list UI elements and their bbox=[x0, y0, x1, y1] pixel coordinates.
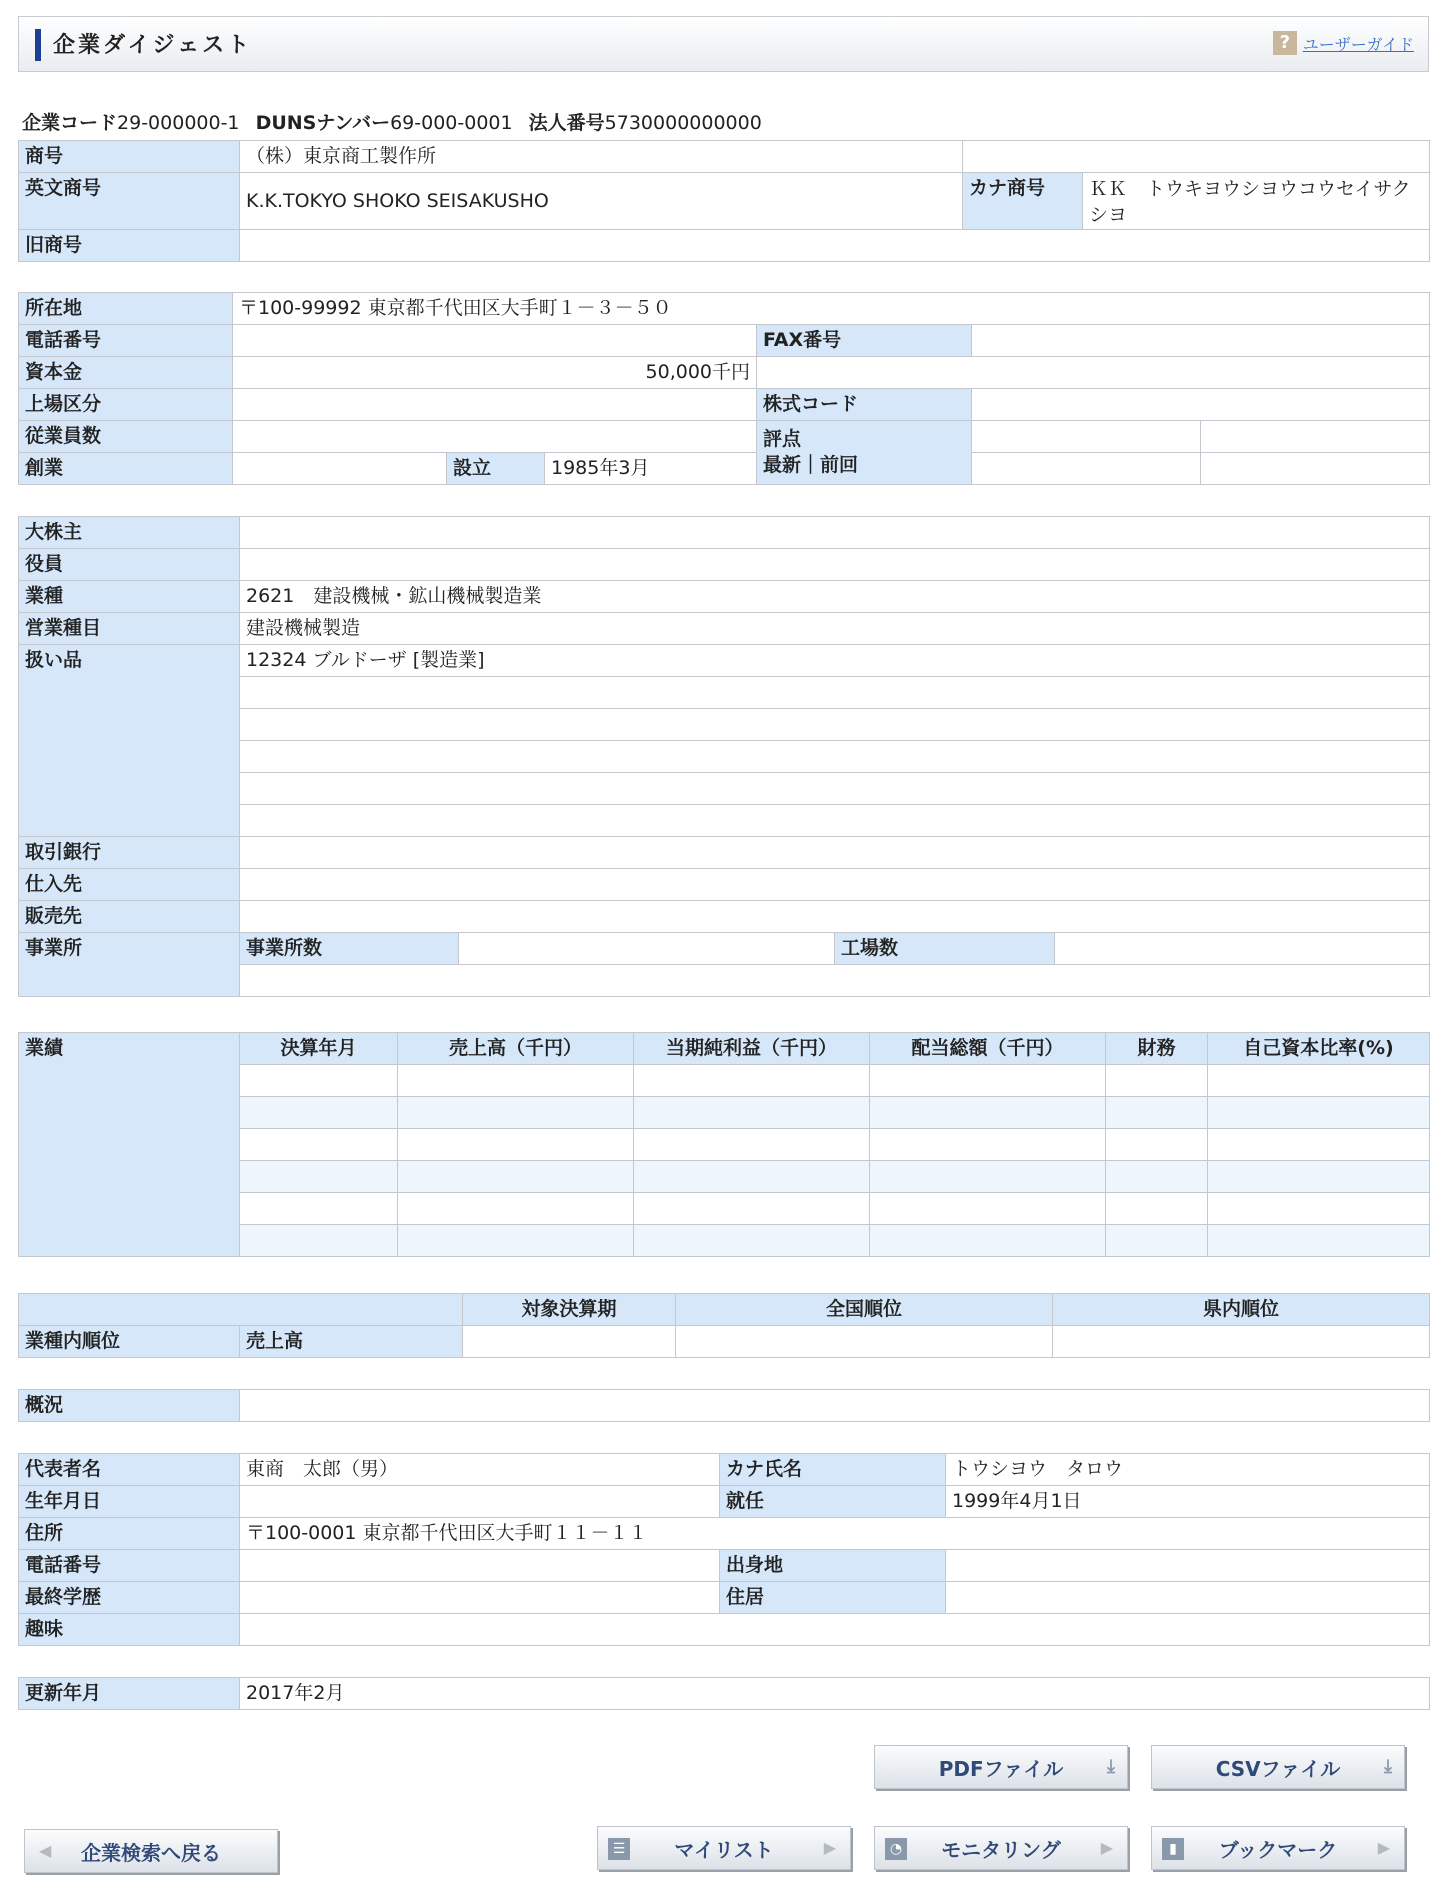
csv-download-label: CSVファイル bbox=[1215, 1756, 1341, 1781]
phone bbox=[233, 325, 757, 357]
company-codes bbox=[22, 108, 762, 135]
capital-label: 資本金 bbox=[19, 357, 233, 389]
col-net-income: 当期純利益（千円） bbox=[634, 1033, 870, 1065]
banks bbox=[240, 837, 1430, 869]
banks-label: 取引銀行 bbox=[19, 837, 240, 869]
col-prefecture-rank: 県内順位 bbox=[1053, 1294, 1430, 1326]
corp-number: 5730000000000 bbox=[604, 112, 762, 134]
established: 1985年3月 bbox=[545, 453, 757, 485]
fax-label: FAX番号 bbox=[757, 325, 972, 357]
shareholders-label: 大株主 bbox=[19, 517, 240, 549]
employees-label: 従業員数 bbox=[19, 421, 233, 453]
birthplace-label: 出身地 bbox=[720, 1550, 946, 1582]
education-label: 最終学歴 bbox=[19, 1582, 240, 1614]
updated: 2017年2月 bbox=[240, 1678, 1430, 1710]
rep-phone-label: 電話番号 bbox=[19, 1550, 240, 1582]
updated-label: 更新年月 bbox=[19, 1678, 240, 1710]
birthplace bbox=[946, 1550, 1430, 1582]
product-item bbox=[240, 805, 1430, 837]
business: 建設機械製造 bbox=[240, 613, 1430, 645]
company-code-label: 企業コード bbox=[22, 112, 118, 134]
back-to-search-label: 企業検索へ戻る bbox=[81, 1840, 221, 1865]
bookmark-icon: ▮ bbox=[1162, 1838, 1184, 1860]
rep-name: 東商 太郎（男） bbox=[240, 1454, 720, 1486]
page-title: 企業ダイジェスト bbox=[53, 33, 253, 58]
trade-name: （株）東京商工製作所 bbox=[240, 141, 963, 173]
shareholders bbox=[240, 517, 1430, 549]
score-previous-top bbox=[1201, 421, 1430, 453]
phone-label: 電話番号 bbox=[19, 325, 233, 357]
score-latest bbox=[972, 453, 1201, 485]
kana-name-label: カナ商号 bbox=[963, 173, 1083, 230]
target-period bbox=[463, 1326, 676, 1358]
offices-extra bbox=[240, 965, 1430, 997]
pdf-download-button[interactable] bbox=[874, 1745, 1128, 1789]
birth-label: 生年月日 bbox=[19, 1486, 240, 1518]
rep-address-label: 住所 bbox=[19, 1518, 240, 1550]
col-equity-ratio: 自己資本比率(%) bbox=[1208, 1033, 1430, 1065]
back-to-search-button[interactable] bbox=[24, 1829, 278, 1873]
offices-label: 事業所 bbox=[19, 933, 240, 997]
basic-info-table bbox=[18, 292, 1430, 485]
chevron-right-icon: ▶ bbox=[1100, 1838, 1113, 1857]
residence bbox=[946, 1582, 1430, 1614]
office-count-label: 事業所数 bbox=[240, 933, 459, 965]
rep-kana: トウシヨウ タロウ bbox=[946, 1454, 1430, 1486]
founded bbox=[233, 453, 447, 485]
stock-code bbox=[972, 389, 1430, 421]
details-table bbox=[18, 516, 1430, 997]
product-item bbox=[240, 741, 1430, 773]
col-national-rank: 全国順位 bbox=[676, 1294, 1053, 1326]
rss-icon: ◔ bbox=[885, 1838, 907, 1860]
score-latest-top bbox=[972, 421, 1201, 453]
monitoring-button[interactable] bbox=[874, 1826, 1128, 1870]
page-header bbox=[18, 16, 1429, 72]
score-previous bbox=[1201, 453, 1430, 485]
capital: 50,000千円 bbox=[233, 357, 757, 389]
sales-rank-label: 売上高 bbox=[240, 1326, 463, 1358]
office-count bbox=[459, 933, 835, 965]
bookmark-label: ブックマーク bbox=[1218, 1837, 1338, 1862]
listing-label: 上場区分 bbox=[19, 389, 233, 421]
representative-table bbox=[18, 1453, 1430, 1646]
col-dividends: 配当総額（千円） bbox=[870, 1033, 1106, 1065]
established-label: 設立 bbox=[447, 453, 545, 485]
mylist-button[interactable] bbox=[597, 1826, 851, 1870]
trade-name-label: 商号 bbox=[19, 141, 240, 173]
product-item bbox=[240, 773, 1430, 805]
old-name bbox=[240, 230, 1430, 262]
customers-label: 販売先 bbox=[19, 901, 240, 933]
mylist-label: マイリスト bbox=[674, 1837, 774, 1862]
names-table bbox=[18, 140, 1430, 262]
rep-phone bbox=[240, 1550, 720, 1582]
user-guide-link[interactable] bbox=[1273, 31, 1414, 55]
officers-label: 役員 bbox=[19, 549, 240, 581]
old-name-label: 旧商号 bbox=[19, 230, 240, 262]
updated-table bbox=[18, 1677, 1430, 1710]
product-item: 12324 ブルドーザ [製造業] bbox=[240, 645, 1430, 677]
rep-name-label: 代表者名 bbox=[19, 1454, 240, 1486]
ranking-table bbox=[18, 1293, 1430, 1358]
prefecture-rank bbox=[1053, 1326, 1430, 1358]
industry-label: 業種 bbox=[19, 581, 240, 613]
chevron-right-icon: ▶ bbox=[823, 1838, 836, 1857]
industry-rank-label: 業種内順位 bbox=[19, 1326, 240, 1358]
duns-number: 69-000-0001 bbox=[390, 112, 513, 134]
factory-count-label: 工場数 bbox=[835, 933, 1055, 965]
trade-name-spare bbox=[963, 141, 1430, 173]
address: 〒100-99992 東京都千代田区大手町１－３－５０ bbox=[233, 293, 1430, 325]
birth bbox=[240, 1486, 720, 1518]
factory-count bbox=[1055, 933, 1430, 965]
score-label: 評点 bbox=[763, 428, 802, 450]
col-fiscal-month: 決算年月 bbox=[240, 1033, 398, 1065]
chevron-left-icon: ◀ bbox=[39, 1841, 52, 1860]
industry: 2621 建設機械・鉱山機械製造業 bbox=[240, 581, 1430, 613]
rep-kana-label: カナ氏名 bbox=[720, 1454, 946, 1486]
education bbox=[240, 1582, 720, 1614]
business-label: 営業種目 bbox=[19, 613, 240, 645]
hobby-label: 趣味 bbox=[19, 1614, 240, 1646]
national-rank bbox=[676, 1326, 1053, 1358]
hobby bbox=[240, 1614, 1430, 1646]
listing bbox=[233, 389, 757, 421]
duns-label: DUNSナンバー bbox=[255, 112, 391, 134]
score-label-cell bbox=[757, 421, 972, 485]
overview bbox=[240, 1390, 1430, 1422]
employees bbox=[233, 421, 757, 453]
list-icon: ☰ bbox=[608, 1838, 630, 1860]
user-guide-label[interactable]: ユーザーガイド bbox=[1302, 34, 1414, 54]
officers bbox=[240, 549, 1430, 581]
appointed-label: 就任 bbox=[720, 1486, 946, 1518]
help-icon: ? bbox=[1273, 31, 1297, 55]
performance-label: 業績 bbox=[19, 1033, 240, 1257]
monitoring-label: モニタリング bbox=[941, 1837, 1061, 1862]
founded-label: 創業 bbox=[19, 453, 233, 485]
stock-code-label: 株式コード bbox=[757, 389, 972, 421]
fax bbox=[972, 325, 1430, 357]
suppliers bbox=[240, 869, 1430, 901]
bookmark-button[interactable] bbox=[1151, 1826, 1405, 1870]
english-name-label: 英文商号 bbox=[19, 173, 240, 230]
col-sales: 売上高（千円） bbox=[398, 1033, 634, 1065]
appointed: 1999年4月1日 bbox=[946, 1486, 1430, 1518]
pdf-download-label: PDFファイル bbox=[938, 1756, 1064, 1781]
overview-table bbox=[18, 1389, 1430, 1422]
english-name: K.K.TOKYO SHOKO SEISAKUSHO bbox=[240, 173, 963, 230]
csv-download-button[interactable] bbox=[1151, 1745, 1405, 1789]
col-finance: 財務 bbox=[1106, 1033, 1208, 1065]
download-icon: ⤓ bbox=[1107, 1756, 1115, 1777]
chevron-right-icon: ▶ bbox=[1377, 1838, 1390, 1857]
overview-label: 概況 bbox=[19, 1390, 240, 1422]
product-item bbox=[240, 709, 1430, 741]
kana-name: ＫＫ トウキヨウシヨウコウセイサクシヨ bbox=[1083, 173, 1430, 230]
performance-table bbox=[18, 1032, 1430, 1257]
corp-number-label: 法人番号 bbox=[528, 112, 605, 134]
address-label: 所在地 bbox=[19, 293, 233, 325]
company-code: 29-000000-1 bbox=[117, 112, 240, 134]
residence-label: 住居 bbox=[720, 1582, 946, 1614]
product-item bbox=[240, 677, 1430, 709]
capital-spare bbox=[757, 357, 1430, 389]
rep-address: 〒100-0001 東京都千代田区大手町１１－１１ bbox=[240, 1518, 1430, 1550]
download-icon: ⤓ bbox=[1384, 1756, 1392, 1777]
ranking-header-blank bbox=[19, 1294, 463, 1326]
score-sub-label: 最新｜前回 bbox=[763, 454, 859, 476]
products-label: 扱い品 bbox=[19, 645, 240, 837]
col-target-period: 対象決算期 bbox=[463, 1294, 676, 1326]
suppliers-label: 仕入先 bbox=[19, 869, 240, 901]
header-accent-bar bbox=[35, 29, 41, 61]
customers bbox=[240, 901, 1430, 933]
